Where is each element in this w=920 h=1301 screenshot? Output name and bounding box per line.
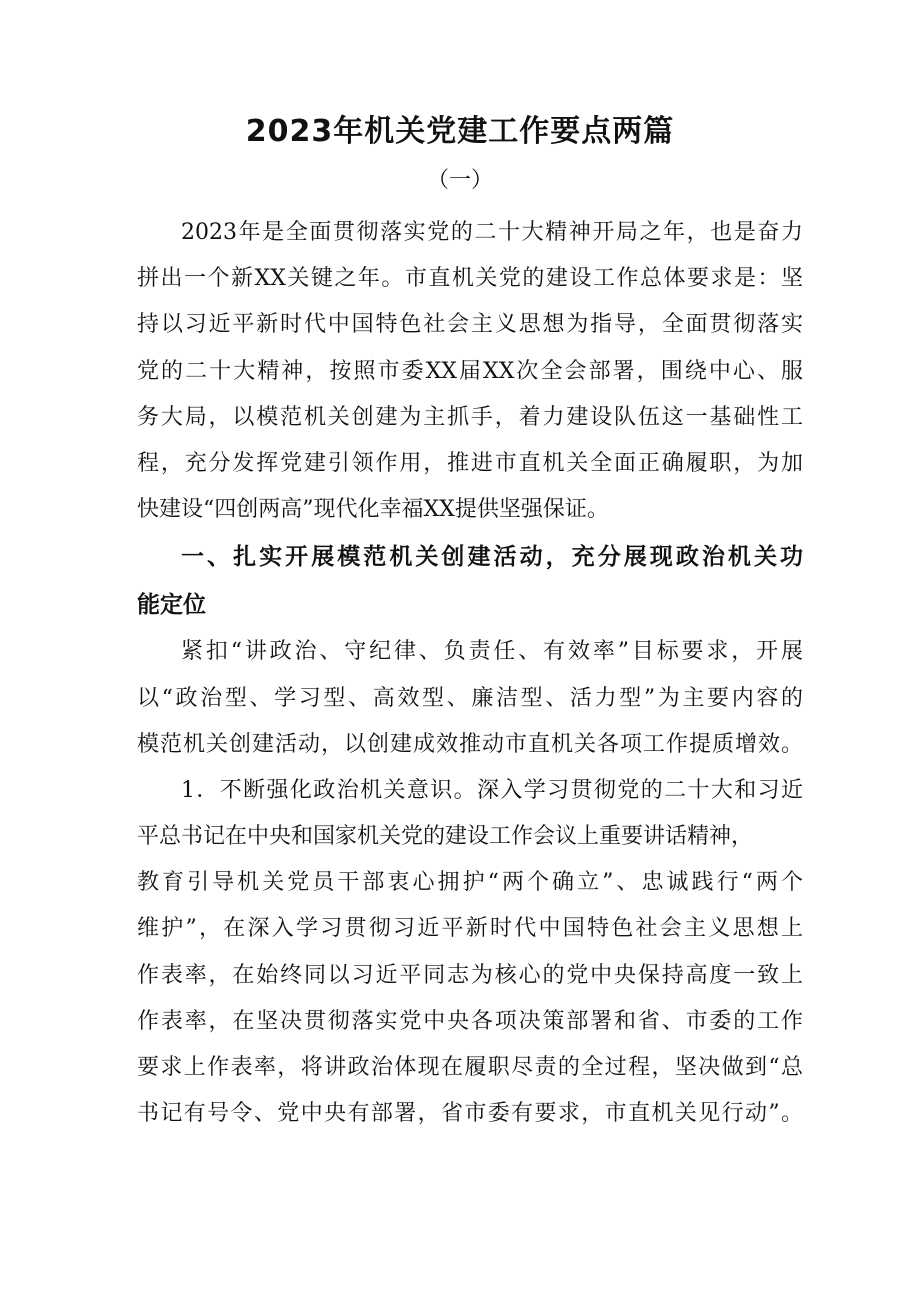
text-line: 程，充分发挥党建引领作用，推进市直机关全面正确履职，为加 [137,450,803,476]
text-line: 党的二十大精神，按照市委XX届XX次全会部署，围绕中心、服 [137,358,803,384]
text-line: 紧扣“讲政治、守纪律、负责任、有效率”目标要求，开展 [181,639,803,665]
text-line: 模范机关创建活动，以创建成效推动市直机关各项工作提质增效。 [137,731,803,757]
text-line: 拼出一个新XX关键之年。市直机关党的建设工作总体要求是：坚 [137,266,803,292]
text-line: 作表率，在坚决贯彻落实党中央各项决策部署和省、市委的工作 [137,1008,803,1034]
paragraph [137,768,803,1138]
text-line: 2023年是全面贯彻落实党的二十大精神开局之年，也是奋力 [181,220,803,245]
section-heading [137,533,803,629]
text-line: 一、扎实开展模范机关创建活动，充分展现政治机关功 [181,544,803,571]
document-title: 2023年机关党建工作要点两篇 [245,114,675,149]
document-body [137,210,803,1137]
text-line: 以“政治型、学习型、高效型、廉洁型、活力型”为主要内容的 [137,685,803,711]
section-number: （一） [426,168,493,193]
text-line: 平总书记在中央和国家机关党的建设工作会议上重要讲话精神， [137,824,754,850]
text-line: 能定位 [137,592,206,619]
text-line: 维护”，在深入学习贯彻习近平新时代中国特色社会主义思想上 [137,916,803,942]
text-line: 务大局，以模范机关创建为主抓手，着力建设队伍这一基础性工 [137,404,803,430]
paragraph [137,210,803,533]
text-line: 快建设“四创两高”现代化幸福XX提供坚强保证。 [137,497,609,523]
text-line: 书记有号令、党中央有部署，省市委有要求，市直机关见行动”。 [137,1101,803,1127]
text-line: 要求上作表率，将讲政治体现在履职尽责的全过程，坚决做到“总 [137,1055,803,1080]
text-line: 持以习近平新时代中国特色社会主义思想为指导，全面贯彻落实 [137,312,803,338]
text-line: 1．不断强化政治机关意识。深入学习贯彻党的二十大和习近 [181,777,803,803]
text-line: 作表率，在始终同以习近平同志为核心的党中央保持高度一致上 [137,962,803,988]
text-line: 教育引导机关党员干部衷心拥护“两个确立”、忠诚践行“两个 [137,870,803,896]
paragraph [137,629,803,768]
